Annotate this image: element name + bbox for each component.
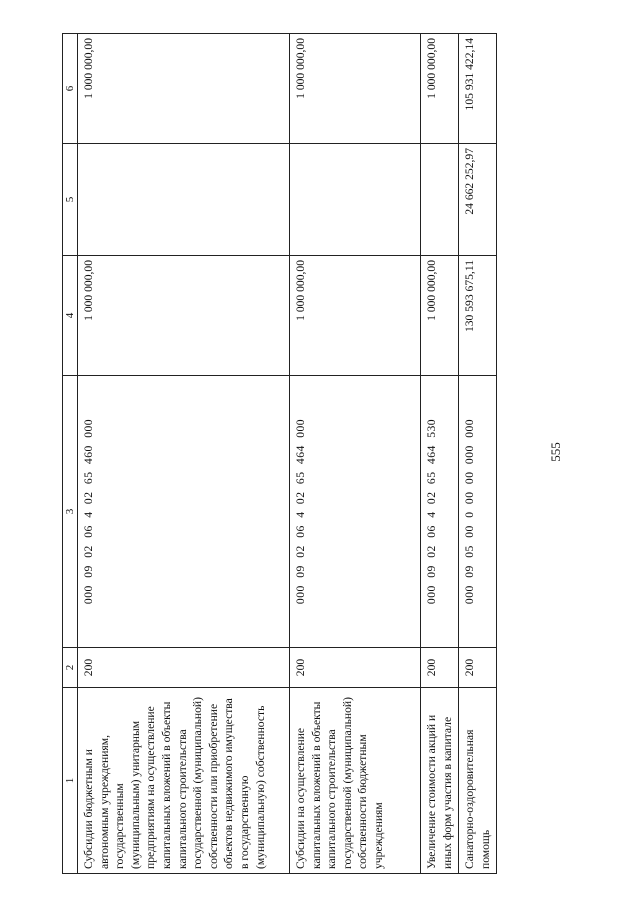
code-part: 000 — [82, 418, 95, 438]
code-part: 02 — [82, 491, 95, 505]
table-header-row — [63, 34, 78, 874]
row-code-kind: 200 — [78, 648, 290, 688]
row-code-kind: 200 — [421, 648, 459, 688]
page-number: 555 — [548, 442, 563, 462]
row-code — [421, 376, 459, 648]
row-name: Субсидии бюджетным и автономным учреждениям, государственным (муниципальным) унитарным предприятиям на осуществление капитальных вложений в объекты капитального строительства государственной (муниципальной) собственности или приобретение объектов недвижимого имущества в государственную (муниципальную) собственность — [78, 688, 290, 874]
code-part: 09 — [294, 565, 307, 578]
code-part: 4 — [82, 511, 95, 518]
code-part: 460 — [82, 445, 95, 465]
row-name: Увеличение стоимости акций и иных форм участия в капитале — [421, 688, 459, 874]
row-code-kind: 200 — [459, 648, 497, 688]
row-amount-col5 — [421, 144, 459, 256]
row-amount-col5 — [78, 144, 290, 256]
code-part: 09 — [82, 565, 95, 578]
code-part: 000 — [82, 585, 95, 605]
code-part: 00 — [463, 491, 477, 505]
code-part: 530 — [425, 418, 438, 438]
code-part: 06 — [82, 525, 95, 538]
row-code — [290, 376, 421, 648]
code-part: 65 — [425, 471, 438, 485]
row-code — [459, 376, 497, 648]
header-cell: 1 — [63, 688, 78, 874]
row-amount-col4: 1 000 000,00 — [290, 256, 421, 376]
row-amount-col5 — [290, 144, 421, 256]
code-part: 464 — [294, 445, 307, 465]
row-name: Субсидии на осуществление капитальных вложений в объекты капитального строительства государственной (муниципальной) собственности бюджетным учреждениям — [290, 688, 421, 874]
header-cell: 4 — [63, 256, 78, 376]
code-part: 02 — [294, 545, 307, 558]
code-part: 02 — [82, 545, 95, 558]
code-part: 000 — [425, 585, 438, 605]
code-part: 65 — [294, 471, 307, 485]
code-part: 000 — [294, 585, 307, 605]
header-cell: 3 — [63, 376, 78, 648]
row-amount-col4: 130 593 675,11 — [459, 256, 497, 376]
row-code-kind: 200 — [290, 648, 421, 688]
rotated-table-container — [62, 34, 522, 874]
code-part: 02 — [425, 491, 438, 505]
code-part: 464 — [425, 445, 438, 465]
code-part: 02 — [425, 545, 438, 558]
code-part: 09 — [425, 565, 438, 578]
code-part: 4 — [425, 511, 438, 518]
code-part: 09 — [463, 565, 477, 578]
row-code — [78, 376, 290, 648]
code-part: 05 — [463, 545, 477, 558]
row-amount-col6: 105 931 422,14 — [459, 34, 497, 144]
row-amount-col6: 1 000 000,00 — [290, 34, 421, 144]
table-row — [459, 34, 497, 874]
code-part: 000 — [463, 445, 477, 465]
row-amount-col5: 24 662 252,97 — [459, 144, 497, 256]
header-cell: 2 — [63, 648, 78, 688]
code-part: 06 — [425, 525, 438, 538]
table-row — [421, 34, 459, 874]
row-amount-col6: 1 000 000,00 — [78, 34, 290, 144]
row-amount-col4: 1 000 000,00 — [78, 256, 290, 376]
table-row — [78, 34, 290, 874]
code-part: 65 — [82, 471, 95, 485]
code-part: 00 — [463, 471, 477, 485]
code-part: 000 — [294, 418, 307, 438]
code-part: 00 — [463, 525, 477, 538]
code-part: 06 — [294, 525, 307, 538]
code-part: 000 — [463, 585, 477, 605]
header-cell: 5 — [63, 144, 78, 256]
budget-table — [62, 33, 497, 874]
code-part: 02 — [294, 491, 307, 505]
header-cell: 6 — [63, 34, 78, 144]
row-amount-col4: 1 000 000,00 — [421, 256, 459, 376]
row-amount-col6: 1 000 000,00 — [421, 34, 459, 144]
row-name: Санаторно-оздоровительная помощь — [459, 688, 497, 874]
code-part: 000 — [463, 418, 477, 438]
code-part: 0 — [463, 511, 477, 518]
code-part: 4 — [294, 511, 307, 518]
table-row — [290, 34, 421, 874]
